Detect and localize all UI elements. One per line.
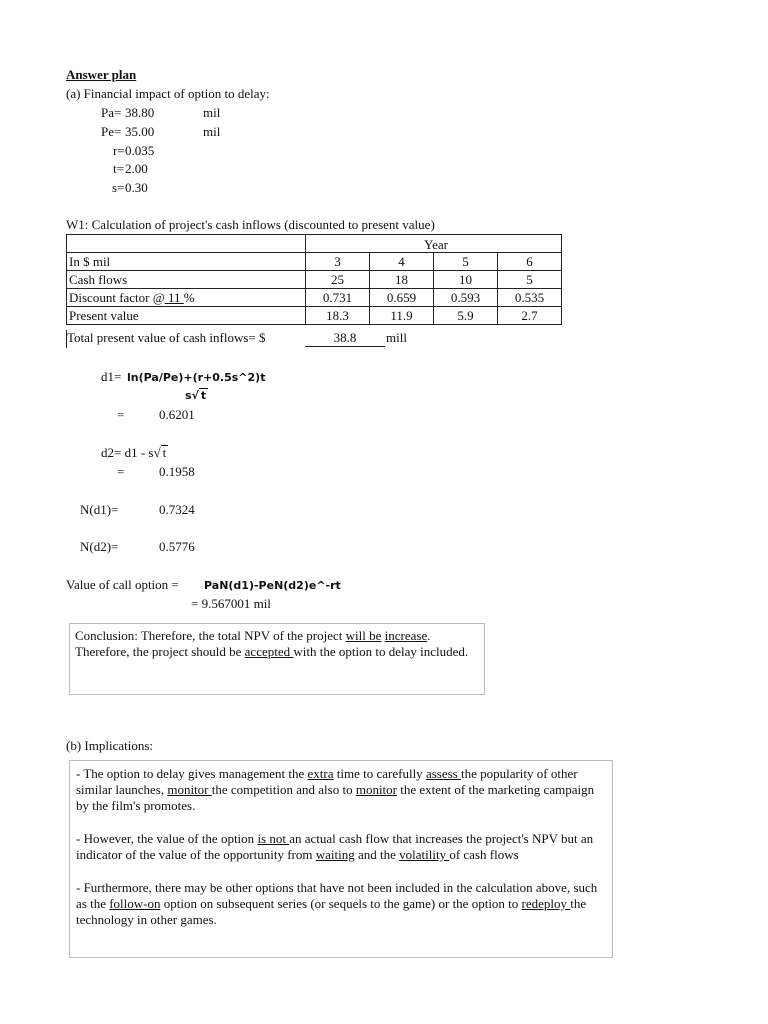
table-cell: 18 [370,271,434,289]
input-r-label: r= [113,143,125,158]
d1-value: 0.6201 [159,407,195,422]
input-t-value: 2.00 [125,161,148,176]
d2-value: 0.1958 [159,464,195,479]
nd1-value: 0.7324 [159,502,195,517]
table-cell: 0.731 [306,289,370,307]
conclusion-box [69,623,485,695]
total-pv-label: Total present value of cash inflows= $ [66,330,265,348]
conclusion-text: Conclusion: Therefore, the total NPV of the project will be increase. Therefore, the project should be accepted with the option to delay included. [75,628,469,659]
input-r-value: 0.035 [125,143,155,158]
nd2-value: 0.5776 [159,539,195,554]
part-b-title: (b) Implications: [66,738,154,753]
implication-paragraph: - Furthermore, there may be other options that have not been included in the calculation above, such as the follow-on option on subsequent series (or sequels to the game) or the option to redeploy the technology in other games. [76,880,598,927]
input-pa-value: 38.80 [125,105,155,120]
table-year-cell: 4 [370,253,434,271]
input-s-value: 0.30 [125,180,148,195]
table-year-cell: 3 [306,253,370,271]
table-cell: 25 [306,271,370,289]
table-row-present-value [67,307,562,325]
d1-label: d1= [101,369,122,384]
cash-flow-table [66,234,562,325]
table-header-label: In $ mil [67,253,306,271]
input-t-label: t= [113,161,124,176]
year-header: Year [424,237,448,252]
input-pa-unit: mil [203,105,221,120]
call-option-label: Value of call option = [66,577,179,592]
implications-box [69,760,613,958]
equals-sign: = [117,407,125,422]
table-cell: 0.535 [498,289,562,307]
total-pv-value: 38.8 [305,330,385,347]
table-cell: 5 [498,271,562,289]
implication-paragraph: - The option to delay gives management the extra time to carefully assess the popularity of other similar launches, monitor the competition and also to monitor the extent of the marketing campaign by the film's promotes. [76,766,595,813]
table-year-cell: 5 [434,253,498,271]
row-label: Cash flows [67,271,306,289]
call-option-formula: PaN(d1)-PeN(d2)e^-rt [204,579,341,592]
table-cell: 2.7 [498,307,562,325]
input-pe-value: 35.00 [125,124,155,139]
d1-formula: ln(Pa/Pe)+(r+0.5s^2)t [127,371,266,384]
table-cell: 10 [434,271,498,289]
discount-rate: 11 [164,289,184,305]
d1-denominator: s√ t [185,389,207,402]
table-row-cash-flows [67,271,562,289]
table-row-year-band [67,235,562,253]
nd2-label: N(d2)= [80,539,119,554]
table-cell: 11.9 [370,307,434,325]
input-pe-unit: mil [203,124,221,139]
table-cell: 0.659 [370,289,434,307]
table-row-discount-factor [67,289,562,307]
equals-sign: = [117,464,125,479]
call-option-result: = 9.567001 mil [191,596,271,611]
table-year-cell: 6 [498,253,562,271]
table-cell: 5.9 [434,307,498,325]
page-heading: Answer plan [66,67,137,82]
row-label: Discount factor @ 11 % [67,289,306,307]
input-pa-label: Pa= [101,105,122,120]
implication-paragraph: - However, the value of the option is not an actual cash flow that increases the project's NPV but an indicator of the value of the opportunity from waiting and the volatility of cash flows [76,831,594,862]
table-cell: 18.3 [306,307,370,325]
input-pe-label: Pe= [101,124,122,139]
nd1-label: N(d1)= [80,502,119,517]
total-pv-unit: mill [386,330,407,345]
table-row-header [67,253,562,271]
table-cell: 0.593 [434,289,498,307]
w1-title: W1: Calculation of project's cash inflows (discounted to present value) [66,217,435,232]
part-a-title: (a) Financial impact of option to delay: [66,86,270,101]
d2-label: d2= d1 - s√ t [101,445,167,460]
input-s-label: s= [112,180,125,195]
row-label: Present value [67,307,306,325]
